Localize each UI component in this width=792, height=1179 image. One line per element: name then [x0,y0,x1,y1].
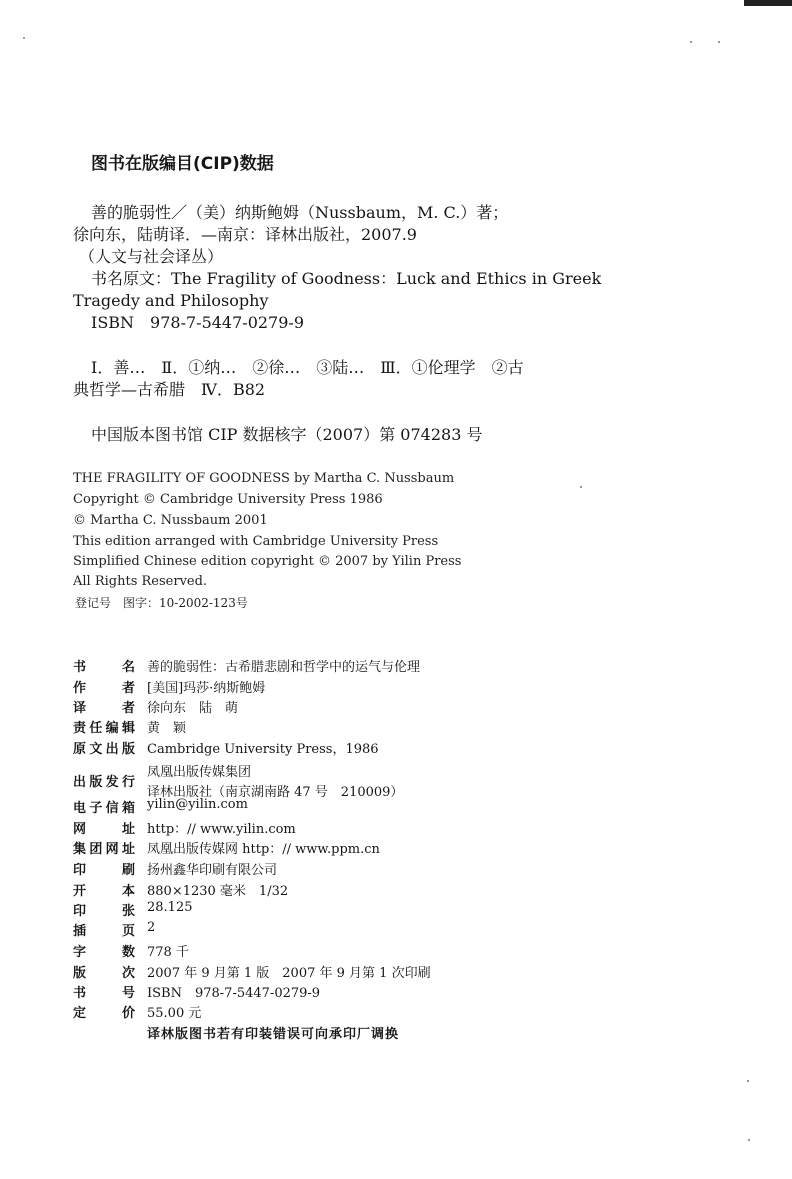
book-info-label: 集 团 网 址 [73,842,135,857]
scan-corner-mark [744,0,792,6]
colophon-line: THE FRAGILITY OF GOODNESS by Martha C. Nussbaum [73,471,455,486]
colophon-line: Simplified Chinese edition copyright © 2007 by Yilin Press [73,554,462,569]
cip-line: Tragedy and Philosophy [73,291,269,310]
cip-line: 徐向东，陆萌译．—南京：译林出版社，2007.9 [73,225,417,244]
cip-classification: Ⅰ．善… Ⅱ．①纳… ②徐… ③陆… Ⅲ．①伦理学 ②古 [91,358,524,377]
book-info-value: 凤凰出版传媒集团 [147,765,252,780]
book-info-label: 原 文 出 版 [73,742,135,757]
book-info-label: 网 址 [73,822,135,837]
cip-isbn: ISBN 978-7-5447-0279-9 [91,313,305,332]
book-info-value: 善的脆弱性：古希腊悲剧和哲学中的运气与伦理 [147,660,421,675]
registration-number: 登记号 图字：10-2002-123号 [75,596,248,610]
book-info-label: 作 者 [73,681,135,696]
book-info-value: Cambridge University Press，1986 [147,742,379,757]
book-info-value: http：// www.yilin.com [147,822,296,837]
book-info-value: 880×1230 毫米 1/32 [147,884,289,899]
colophon-line: © Martha C. Nussbaum 2001 [73,513,268,528]
book-info-value: 55.00 元 [147,1006,202,1021]
book-info-label: 版 次 [73,966,135,981]
scan-speck [748,1139,750,1141]
book-info-value: 徐向东 陆 萌 [147,701,239,716]
scan-speck [23,37,25,39]
scan-speck [580,486,582,488]
scan-speck [747,1080,749,1082]
cip-line: 书名原文：The Fragility of Goodness：Luck and Ethics in Greek [91,269,602,288]
book-info-label: 书 号 [73,986,135,1001]
cip-line: （人文与社会译丛） [79,247,224,266]
scan-speck [718,41,720,43]
colophon-line: Copyright © Cambridge University Press 1986 [73,492,383,507]
book-info-label: 插 页 [73,924,135,939]
book-info-label: 责 任 编 辑 [73,721,135,736]
book-info-label: 出 版 发 行 [73,775,135,790]
book-info-value: 2007 年 9 月第 1 版 2007 年 9 月第 1 次印刷 [147,966,431,981]
cip-title: 图书在版编目(CIP)数据 [91,154,274,174]
cip-record-number: 中国版本图书馆 CIP 数据核字（2007）第 074283 号 [91,425,483,444]
cip-line: 善的脆弱性／（美）纳斯鲍姆（Nussbaum，M. C.）著； [91,203,509,222]
book-info-value: 凤凰出版传媒网 http：// www.ppm.cn [147,842,380,857]
book-info-value: 28.125 [147,900,193,915]
book-info-value: yilin@yilin.com [147,797,248,812]
book-info-label: 印 张 [73,904,135,919]
book-info-label: 书 名 [73,660,135,675]
book-info-value: 778 千 [147,945,189,960]
book-info-value: ISBN 978-7-5447-0279-9 [147,986,321,1001]
book-info-label: 字 数 [73,945,135,960]
cip-classification: 典哲学—古希腊 Ⅳ．B82 [73,380,266,399]
footer-note: 译林版图书若有印装错误可向承印厂调换 [147,1027,400,1042]
book-info-label: 电 子 信 箱 [73,801,135,816]
book-info-value: 2 [147,920,156,935]
book-info-value: 扬州鑫华印刷有限公司 [147,863,278,878]
colophon-line: All Rights Reserved. [73,574,208,589]
book-info-label: 译 者 [73,701,135,716]
book-info-value: [美国]玛莎·纳斯鲍姆 [147,681,266,696]
scan-speck [690,41,692,43]
book-info-label: 开 本 [73,884,135,899]
colophon-line: This edition arranged with Cambridge University Press [73,534,439,549]
book-info-value: 译林出版社（南京湖南路 47 号 210009） [147,785,404,800]
book-info-label: 印 刷 [73,863,135,878]
book-info-label: 定 价 [73,1006,135,1021]
book-info-value: 黄 颖 [147,721,187,736]
